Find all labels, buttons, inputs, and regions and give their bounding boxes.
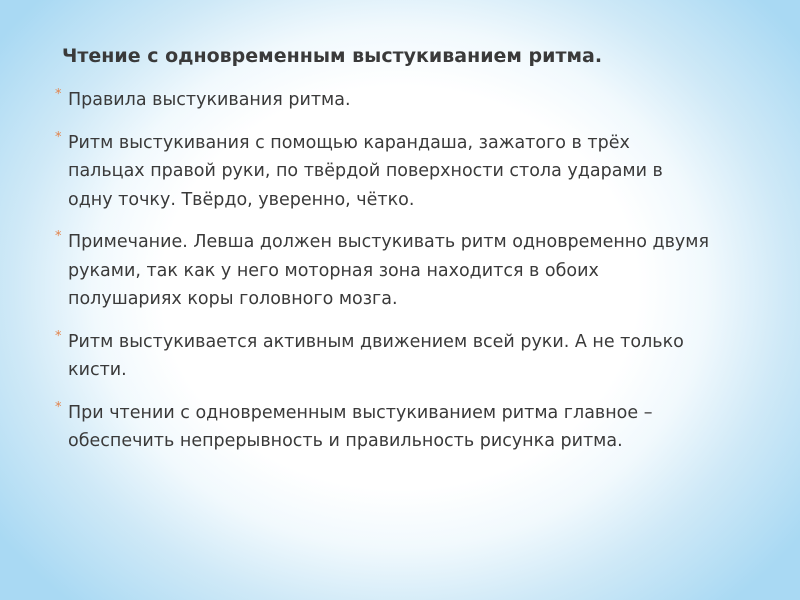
- list-item: [52, 328, 712, 385]
- asterisk-bullet-icon: *: [55, 229, 62, 244]
- list-item: [52, 399, 712, 456]
- asterisk-bullet-icon: *: [55, 328, 62, 344]
- list-item: [52, 86, 712, 115]
- list-item-text: При чтении с одновременным выстукиванием ритма главное – обеспечить непрерывность и правильность рисунка ритма.: [68, 402, 653, 451]
- list-item: [52, 228, 712, 314]
- list-item-text: Правила выстукивания ритма.: [68, 90, 351, 110]
- list-item-text: Ритм выстукивания с помощью карандаша, зажатого в трёх пальцах правой руки, по твёрдой поверхности стола ударами в одну точку. Твёрдо, уверенно, чётко.: [68, 132, 663, 210]
- slide-title: Чтение с одновременным выстукиванием ритма.: [62, 45, 603, 67]
- asterisk-bullet-icon: *: [55, 129, 62, 145]
- asterisk-bullet-icon: *: [55, 87, 62, 102]
- asterisk-bullet-icon: *: [55, 399, 62, 415]
- bullet-list: [52, 86, 712, 470]
- list-item-text: Примечание. Левша должен выстукивать ритм одновременно двумя руками, так как у него моторная зона находится в обоих полушариях коры головного мозга.: [68, 232, 710, 309]
- list-item: [52, 129, 712, 215]
- list-item-text: Ритм выстукивается активным движением всей руки. А не только кисти.: [68, 331, 684, 380]
